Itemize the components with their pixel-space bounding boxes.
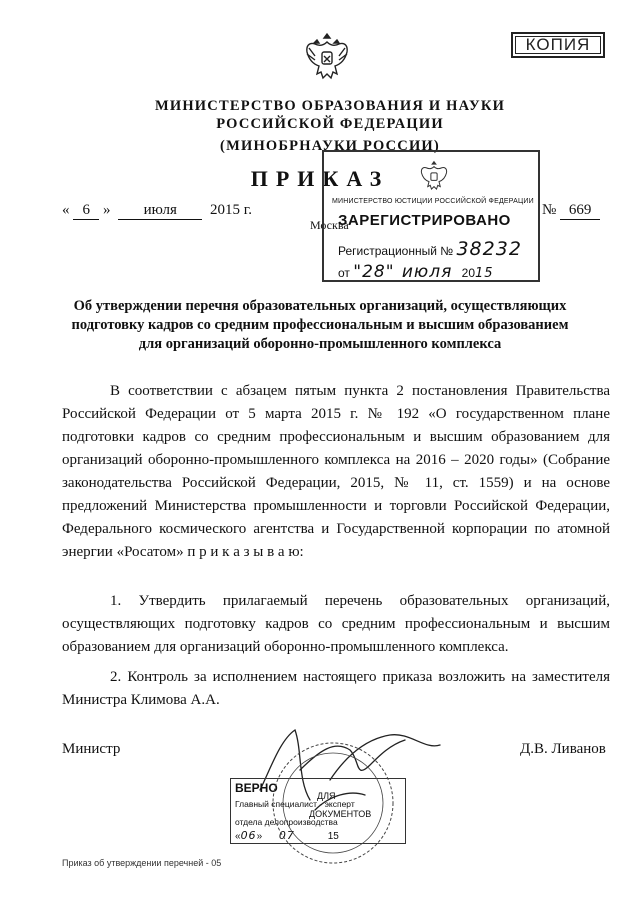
verno-position: Главный специалист - эксперт — [235, 799, 355, 809]
verno-date-year: 15 — [327, 831, 339, 842]
ministry-short-name: (МИНОБРНАУКИ РОССИИ) — [220, 138, 440, 154]
stamp-date-year: 15 — [475, 266, 494, 281]
verno-dokumentov: ДОКУМЕНТОВ — [309, 809, 372, 819]
registration-stamp — [322, 150, 540, 282]
round-seal-icon — [268, 738, 398, 868]
ministry-name-line1: МИНИСТЕРСТВО ОБРАЗОВАНИЯ И НАУКИ — [154, 98, 506, 114]
verno-label: ВЕРНО — [235, 781, 278, 795]
copy-stamp — [511, 32, 605, 58]
stamp-reg-label: Регистрационный № — [338, 244, 454, 258]
stamp-date-month: июля — [401, 262, 453, 282]
stamp-date-year-prefix: 20 — [461, 266, 476, 280]
footer-filename: Приказ об утверждении перечней - 05 — [62, 858, 222, 868]
stamp-date-day: "28" — [353, 262, 395, 282]
paragraph-item-2: 2. Контроль за исполнением настоящего приказа возложить на заместителя Министра Климова А.А. — [62, 669, 610, 708]
order-city: Москва — [310, 218, 349, 232]
date-month: июля — [118, 202, 202, 220]
stamp-reg-number — [338, 238, 522, 260]
verno-date-month: 07 — [278, 829, 295, 842]
date-day: 6 — [73, 202, 99, 220]
order-title-line3: для организаций оборонно-промышленного комплекса — [138, 336, 502, 352]
order-title — [40, 297, 600, 354]
date-open-quote: « — [62, 202, 70, 218]
signatory-position: Министр — [62, 741, 121, 757]
stamp-reg-date — [338, 262, 494, 282]
verno-dlya: ДЛЯ — [317, 791, 336, 801]
signatory-name: Д.В. Ливанов — [520, 741, 606, 757]
verno-department: отдела делопроизводства — [235, 817, 338, 827]
order-date — [62, 202, 252, 220]
order-number — [542, 202, 600, 220]
document-type-heading: ПРИКАЗ — [250, 166, 390, 191]
verno-date: «06» 07 15 — [235, 829, 339, 842]
ministry-name-line2: РОССИЙСКОЙ ФЕДЕРАЦИИ — [216, 116, 444, 132]
stamp-date-prefix: от — [338, 266, 350, 280]
stamp-reg-value: 38232 — [456, 238, 522, 260]
order-number-value: 669 — [560, 202, 600, 220]
coat-of-arms-icon — [303, 30, 351, 84]
stamp-status: ЗАРЕГИСТРИРОВАНО — [338, 212, 511, 229]
stamp-ministry: МИНИСТЕРСТВО ЮСТИЦИИ РОССИЙСКОЙ ФЕДЕРАЦИИ — [332, 198, 534, 205]
order-title-line2: подготовку кадров со средним профессиональным и высшим образованием — [71, 317, 569, 333]
date-close-quote: » — [103, 202, 111, 218]
order-number-sign: № — [542, 202, 557, 218]
verno-date-day: 06 — [240, 829, 257, 842]
paragraph-item-1: 1. Утвердить прилагаемый перечень образовательных организаций, осуществляющих подготовку кадров со средним профессиональным и высшим образованием для организаций оборонно-промышленного комплекса. — [62, 593, 610, 655]
paragraph-preamble: В соответствии с абзацем пятым пункта 2 постановления Правительства Российской Федерации от 5 марта 2015 г. № 192 «О государственном плане подготовки кадров со средним профессиональным и высшим образованием для организаций оборонно-промышленного комплекса на 2016 – 2020 годы» (Собрание законодательства Российской Федерации, 2015, № 11, ст. 1559) и на основе предложений Министерства промышленности и торговли Российской Федерации, Федерального космического агентства и Государственной корпорации по атомной энергии «Росатом» п р и к а з ы в а ю: — [62, 383, 610, 560]
order-title-line1: Об утверждении перечня образовательных организаций, осуществляющих — [73, 298, 567, 314]
stamp-emblem-icon — [419, 158, 449, 194]
date-year: 2015 г. — [210, 202, 252, 218]
copy-stamp-label: КОПИЯ — [525, 35, 591, 54]
